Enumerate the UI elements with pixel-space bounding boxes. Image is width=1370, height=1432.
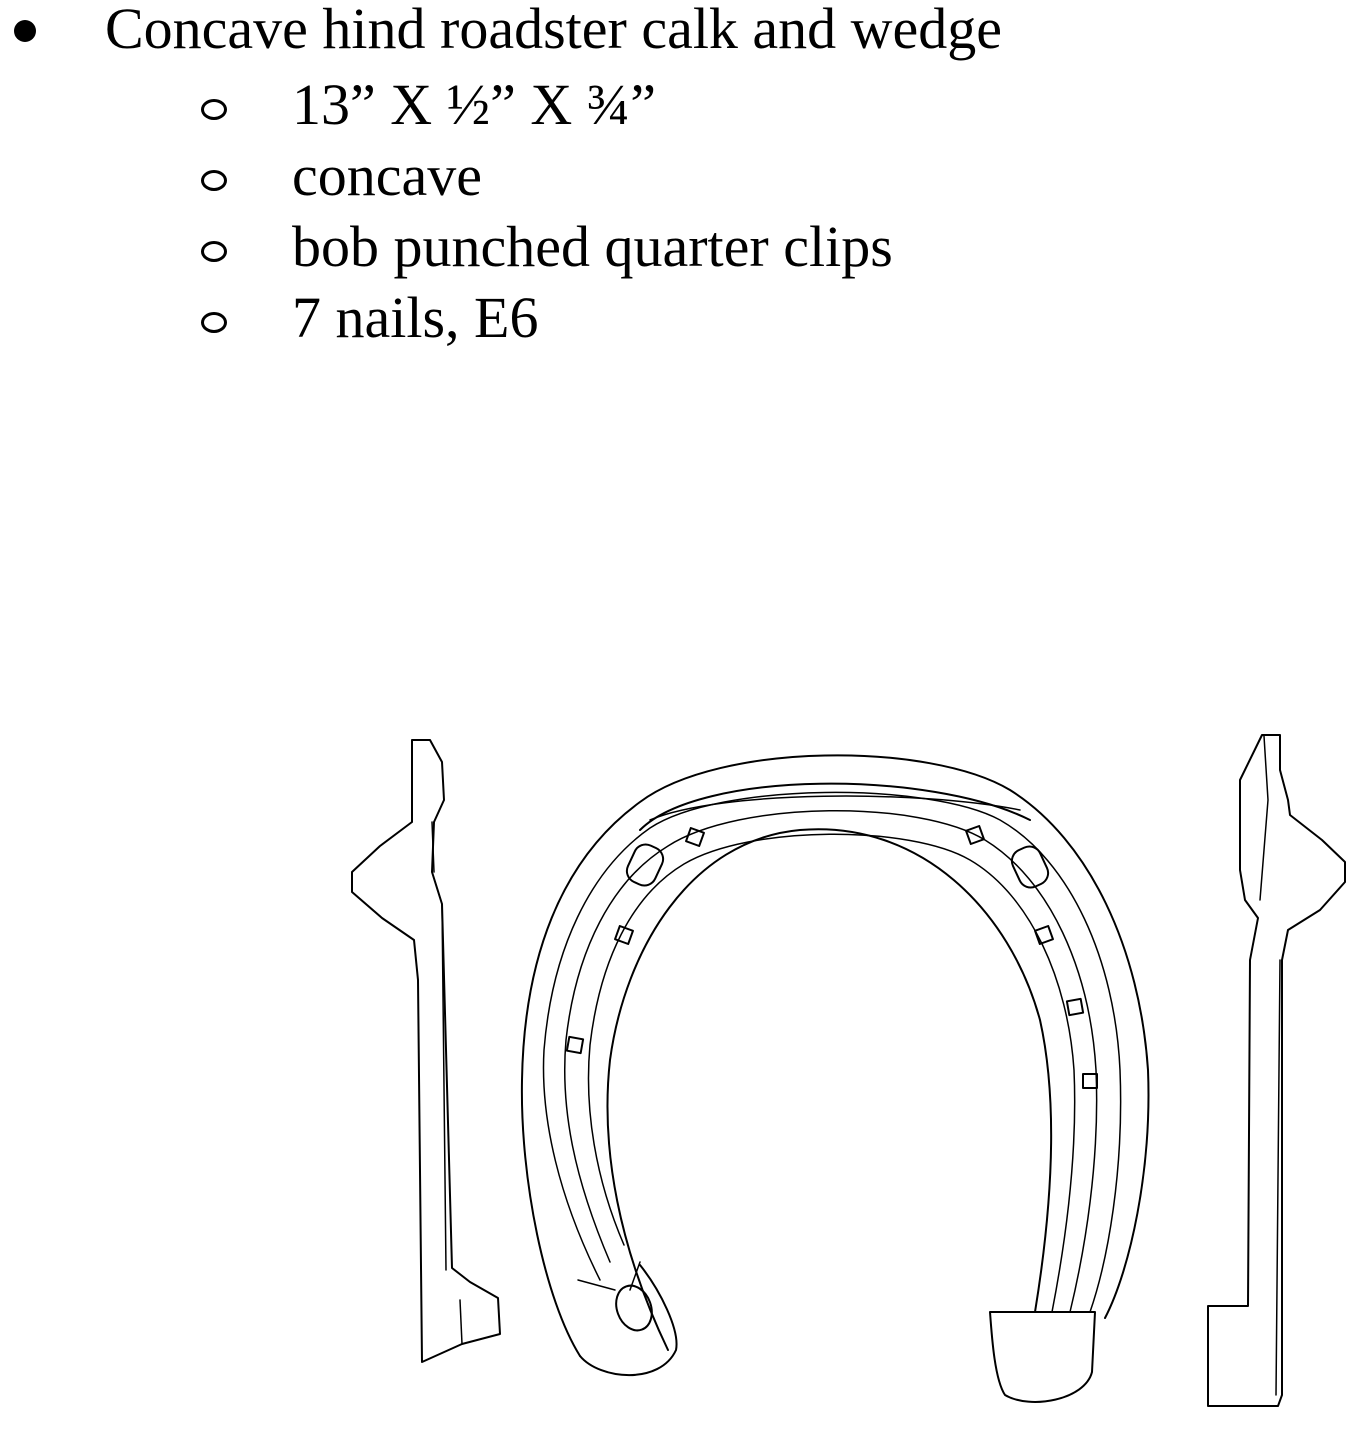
horseshoe-illustration <box>340 725 1360 1425</box>
sub-bullet-text: concave <box>292 143 482 208</box>
hollow-circle-bullet-icon <box>201 170 227 191</box>
sub-bullet-item <box>0 70 1300 140</box>
sub-bullet-text: bob punched quarter clips <box>292 214 893 279</box>
hollow-circle-bullet-icon <box>201 312 227 333</box>
right-side-profile <box>1208 735 1345 1406</box>
main-bullet-item <box>0 0 1300 60</box>
hollow-circle-bullet-icon <box>201 241 227 262</box>
sub-bullet-item <box>0 141 1300 211</box>
bullet-dot-icon <box>14 20 36 42</box>
sub-bullet-item <box>0 212 1300 282</box>
hollow-circle-bullet-icon <box>201 99 227 120</box>
horseshoe-top-view <box>522 755 1149 1402</box>
left-side-profile <box>352 740 500 1362</box>
sub-bullet-text: 7 nails, E6 <box>292 285 539 350</box>
sub-bullet-text: 13” X ½” X ¾” <box>292 72 657 137</box>
main-bullet-text: Concave hind roadster calk and wedge <box>105 0 1003 61</box>
sub-bullet-item <box>0 283 1300 353</box>
